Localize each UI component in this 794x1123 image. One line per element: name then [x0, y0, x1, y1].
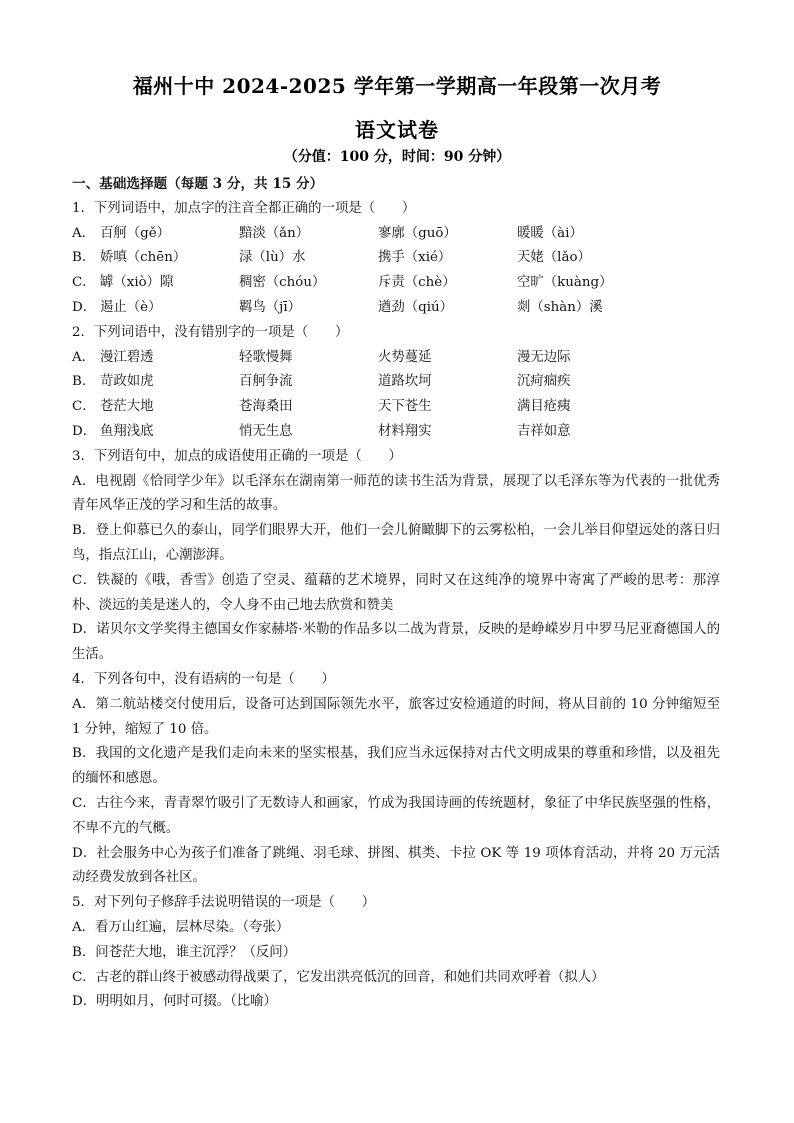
option-item: 遒劲（qiú） [378, 299, 454, 315]
option-item: 百舸争流 [239, 374, 293, 390]
option-item: 满目疮痍 [517, 399, 571, 415]
option-row [72, 370, 720, 395]
option-paragraph: B．登上仰慕已久的泰山，同学们眼界大开，他们一会儿俯瞰脚下的云雾松柏，一会儿举目仰望远处的落日归鸟，指点江山，心潮澎湃。 [72, 523, 720, 563]
question-stem: 3．下列语句中，加点的成语使用正确的一项是（ ） [72, 448, 402, 464]
option-row [72, 420, 720, 445]
option-item: 火势蔓延 [378, 349, 432, 365]
option-label: B． [72, 250, 96, 266]
question-stem: 1．下列词语中，加点字的注音全都正确的一项是（ ） [72, 200, 416, 216]
option-row [72, 246, 720, 271]
option-row [72, 395, 720, 420]
option-label: A． [72, 225, 96, 241]
option-label: D． [72, 299, 97, 315]
option-item: 黯淡（ǎn） [239, 225, 310, 241]
subject-title: 语文试卷 [355, 118, 439, 142]
option-item: 暖暖（ài） [517, 225, 583, 241]
option-paragraph: D．明明如月，何时可掇。（比喻） [72, 994, 277, 1010]
option-item: 悄无生息 [239, 423, 293, 439]
question-2 [72, 321, 720, 445]
option-item: 苛政如虎 [100, 374, 154, 390]
option-item: 天下苍生 [378, 399, 432, 415]
option-paragraph: D．社会服务中心为孩子们准备了跳绳、羽毛球、拼图、棋类、卡拉 OK 等 19 项体育活动，并将 20 万元活动经费发放到各社区。 [72, 845, 720, 886]
option-item: 漫无边际 [517, 349, 571, 365]
option-item: 沉疴痼疾 [517, 374, 571, 390]
option-label: C． [72, 275, 96, 291]
option-paragraph: D．诺贝尔文学奖得主德国女作家赫塔·米勒的作品多以二战为背景，反映的是峥嵘岁月中罗马尼亚裔德国人的生活。 [72, 622, 720, 663]
option-item: 剡（shàn）溪 [517, 299, 603, 315]
option-item: 天姥（lǎo） [517, 250, 591, 266]
option-item: 羁鸟（jī） [239, 299, 301, 315]
option-paragraph: C．古往今来，青青翠竹吸引了无数诗人和画家，竹成为我国诗画的传统题材，象征了中华民族坚强的性格，不卑不亢的气概。 [72, 795, 720, 836]
option-item: 苍海桑田 [239, 399, 293, 415]
option-item: 寥廓（guō） [378, 225, 457, 241]
option-item: 鱼翔浅底 [100, 423, 154, 439]
option-item: 稠密（chóu） [239, 275, 326, 291]
question-1 [72, 197, 720, 321]
option-paragraph: B．问苍茫大地，谁主沉浮？（反问） [72, 944, 297, 960]
option-item: 渌（lù）水 [239, 250, 306, 266]
option-label: C． [72, 399, 96, 415]
question-stem: 5．对下列句子修辞手法说明错误的一项是（ ） [72, 895, 376, 911]
option-paragraph: B．我国的文化遗产是我们走向未来的坚实根基，我们应当永远保持对古代文明成果的尊重和珍惜，以及祖先的缅怀和感恩。 [72, 746, 720, 787]
option-label: D． [72, 423, 97, 439]
option-paragraph: C．铁凝的《哦，香雪》创造了空灵、蕴藉的艺术境界，同时又在这纯净的境界中寄寓了严峻的思考：那淳朴、淡远的美是迷人的，令人身不由己地去欣赏和赞美 [72, 572, 720, 613]
option-item: 百舸（gě） [100, 225, 171, 241]
option-item: 携手（xié） [378, 250, 452, 266]
question-4 [72, 668, 720, 891]
question-stem: 4．下列各句中，没有语病的一句是（ ） [72, 671, 335, 687]
option-item: 遏止（è） [100, 299, 162, 315]
option-row [72, 296, 720, 321]
option-item: 漫江碧透 [100, 349, 154, 365]
section-heading: 一、基础选择题（每题 3 分，共 15 分） [72, 176, 324, 192]
question-5 [72, 891, 720, 1015]
option-item: 道路坎坷 [378, 374, 432, 390]
exam-content [72, 172, 720, 1015]
question-3 [72, 445, 720, 668]
exam-title: 福州十中 2024-2025 学年第一学期高一年段第一次月考 [132, 74, 662, 98]
option-label: B． [72, 374, 96, 390]
option-row [72, 222, 720, 247]
option-item: 娇嗔（chēn） [100, 250, 187, 266]
option-paragraph: A．看万山红遍，层林尽染。（夸张） [72, 919, 290, 935]
option-paragraph: A．电视剧《恰同学少年》以毛泽东在湖南第一师范的读书生活为背景，展现了以毛泽东等为代表的一批优秀青年风华正茂的学习和生活的故事。 [72, 473, 720, 514]
option-row [72, 271, 720, 296]
option-paragraph: C．古老的群山终于被感动得战栗了，它发出洪亮低沉的回音，和她们共同欢呼着（拟人） [72, 969, 605, 985]
option-label: A． [72, 349, 96, 365]
option-item: 材料翔实 [378, 423, 432, 439]
option-item: 轻歌慢舞 [239, 349, 293, 365]
score-time-info: （分值：100 分，时间：90 分钟） [283, 149, 511, 165]
option-item: 斥责（chè） [378, 275, 456, 291]
question-stem: 2．下列词语中，没有错别字的一项是（ ） [72, 324, 349, 340]
option-item: 空旷（kuàng） [517, 275, 613, 291]
option-row [72, 346, 720, 371]
option-item: 苍茫大地 [100, 399, 154, 415]
option-paragraph: A．第二航站楼交付使用后，设备可达到国际领先水平，旅客过安检通道的时间，将从目前的 10 分钟缩短至 1 分钟，缩短了 10 倍。 [72, 696, 720, 737]
option-item: 吉祥如意 [517, 423, 571, 439]
option-item: 罅（xiò）隙 [100, 275, 174, 291]
